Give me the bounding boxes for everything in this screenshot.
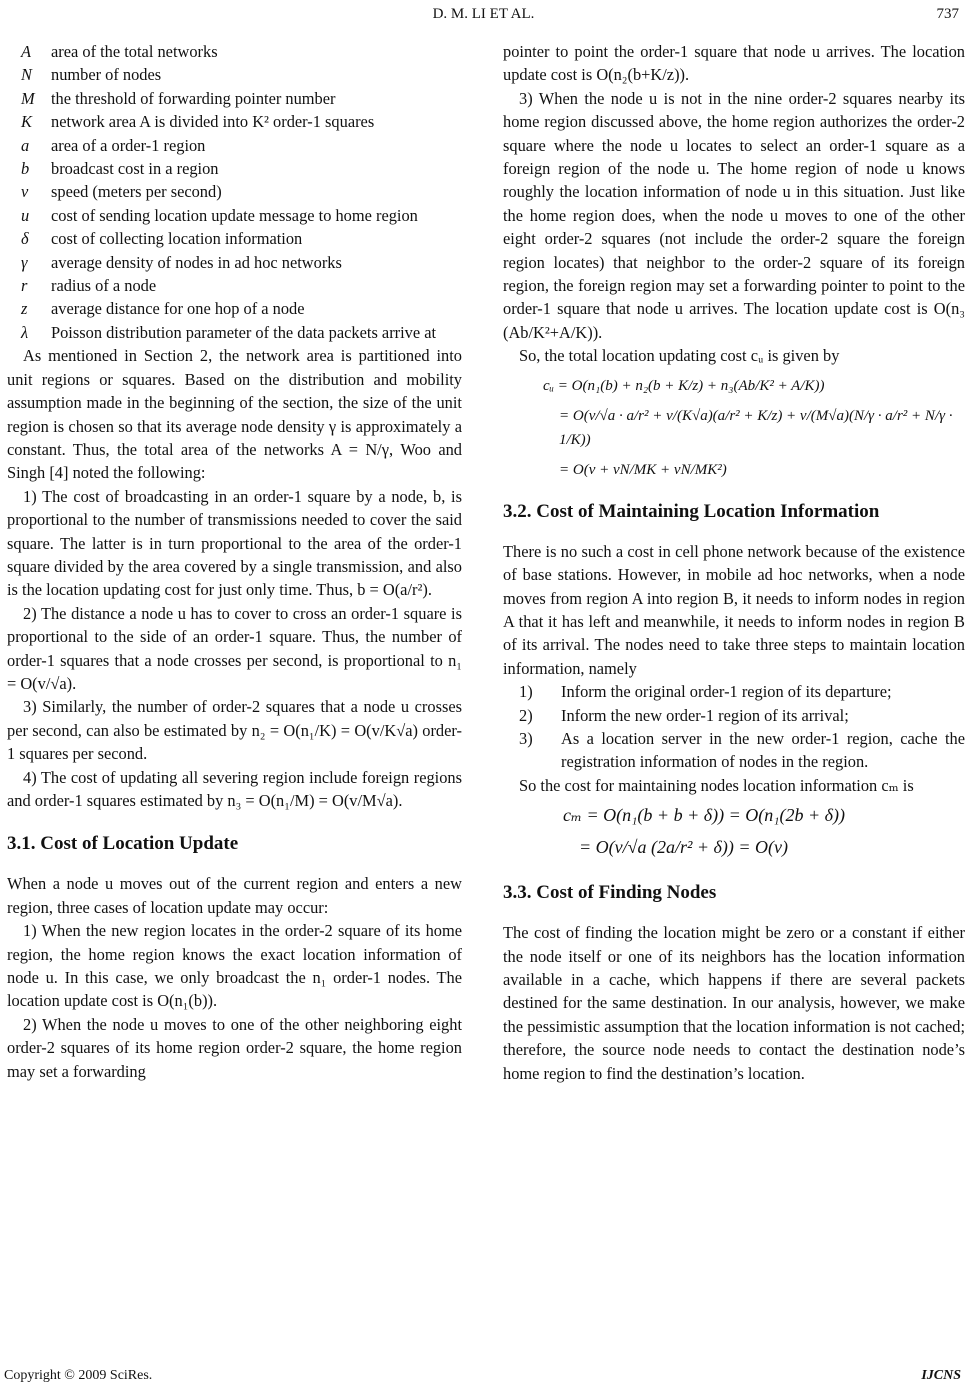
section-heading-3-1: 3.1. Cost of Location Update [7,833,239,855]
list-item [503,680,965,703]
nomenclature-symbol: r [21,276,28,296]
nomenclature-row [7,321,462,344]
total-cost-intro: So, the total location updating cost cᵤ is given by [519,346,840,366]
nomenclature-symbol: M [21,88,35,108]
paragraph-intro: As mentioned in Section 2, the network area is partitioned into unit regions or squares. Based on the distribution and mobility assumption made in the beginning of the section, the size of the unit region is chosen so that its average node density γ is approximately a constant. Thus, the total area of the networks A = N/γ, Woo and Singh [4] noted the following: [7,346,462,483]
nomenclature-symbol: γ [21,252,28,272]
list-item: 4) The cost of updating all severing region include foreign regions and order-1 squares estimated by n₃ = O(n₁/M) = O(v/M√a). [7,767,462,810]
nomenclature-row [7,180,462,203]
nomenclature-description: broadcast cost in a region [51,159,219,179]
nomenclature-row [7,63,462,86]
list-number: 1) [519,682,533,702]
nomenclature-symbol: z [21,299,28,319]
journal-name: IJCNS [921,1368,961,1383]
page-number: 737 [936,6,959,22]
nomenclature-symbol: u [21,205,30,225]
list-item [503,704,965,727]
nomenclature-list [7,40,462,344]
paragraph-3-1: When a node u moves out of the current region and enters a new region, three cases of location update may occur: [7,874,462,917]
nomenclature-symbol: v [21,182,29,202]
paragraph-continued: pointer to point the order-1 square that node u arrives. The location update cost is O(n₂(b+K/z)). [503,42,965,85]
list-number: 2) [519,705,533,725]
paragraph-3-2: There is no such a cost in cell phone network because of the existence of base stations. However, in mobile ad hoc networks, when a node moves from region A into region B, it needs to inform nodes in region A that it has left and meanwhile, it needs to inform nodes in region B of its arrival. The nodes need to take three steps to maintain location information, namely [503,541,965,678]
nomenclature-description: radius of a node [51,276,157,296]
nomenclature-description: Poisson distribution parameter of the data packets arrive at [51,322,437,342]
nomenclature-symbol: δ [21,229,29,249]
nomenclature-row [7,227,462,250]
case-item: 2) When the node u moves to one of the other neighboring eight order-2 squares of its home region order-2 square, the home region may set a forwarding [7,1014,462,1081]
nomenclature-description: average distance for one hop of a node [51,299,305,319]
nomenclature-description: speed (meters per second) [51,182,222,202]
nomenclature-symbol: K [21,112,32,132]
nomenclature-row [7,297,462,320]
nomenclature-row [7,251,462,274]
nomenclature-description: area of the total networks [51,42,218,61]
cm-intro: So the cost for maintaining nodes location information cₘ is [519,775,914,795]
list-item: 2) The distance a node u has to cover to cross an order-1 square is proportional to the side of an order-1 square. Thus, the number of order-1 squares that a node crosses per second, is proportional to n₁ = O(v/√a). [7,603,462,693]
list-text: Inform the new order-1 region of its arrival; [561,705,849,725]
list-item: 3) Similarly, the number of order-2 squares that a node u crosses per second, can also be estimated by n₂ = O(n₁/K) = O(v/K√a) order-1 squares per second. [7,697,462,764]
list-number: 3) [519,728,533,748]
right-column [503,40,965,1085]
nomenclature-symbol: λ [21,322,29,342]
nomenclature-symbol: a [21,135,30,155]
nomenclature-symbol: b [21,159,30,179]
running-title: D. M. LI ET AL. [432,6,535,22]
nomenclature-description: average density of nodes in ad hoc networks [51,252,342,272]
nomenclature-description: cost of collecting location information [51,229,303,249]
nomenclature-row [7,274,462,297]
steps-list [503,680,965,774]
nomenclature-description: cost of sending location update message to home region [51,205,418,225]
list-item [503,727,965,774]
nomenclature-description: network area A is divided into K² order-1 squares [51,112,375,132]
equation-cm-line2: = O(v/√a (2a/r² + δ)) = O(v) [579,837,789,858]
nomenclature-row [7,134,462,157]
nomenclature-row [7,40,462,63]
equation-cu-line3: = O(v + vN/MK + vN/MK²) [559,461,727,478]
nomenclature-row [7,110,462,133]
equation-cm-line1: cₘ = O(n₁(b + b + δ)) = O(n₁(2b + δ)) [563,805,845,826]
case-item: 3) When the node u is not in the nine order-2 squares nearby its home region discussed above, the home region authorizes the order-2 square where the node u locates to select an order-1 square as a foreign region of the node u. The home region of node u knows roughly the location information of node u in this situation. Just like the home region does, when the node u moves to one of the other eight order-2 squares (not include the order-2 square the foreign region locates) that neighbor to the order-2 square of its foreign region, the foreign region may set a forwarding pointer to point to the order-1 square that node u arrives. The location update cost is O(n₃ (Ab/K²+A/K)). [503,88,965,342]
page-header [0,2,967,26]
nomenclature-row [7,87,462,110]
copyright-text: Copyright © 2009 SciRes. [4,1368,153,1383]
nomenclature-row [7,157,462,180]
nomenclature-description: the threshold of forwarding pointer number [51,88,336,108]
left-column [7,40,462,1083]
nomenclature-symbol: N [21,65,32,85]
section-heading-3-3: 3.3. Cost of Finding Nodes [503,882,717,904]
paragraph-3-3: The cost of finding the location might be zero or a constant if either the node itself or one of its neighbors has the location information available in a cache, which happens if there are several packets destined for the same destination. In our analysis, however, we make the pessimistic assumption that the location information is not cached; therefore, the source node needs to contact the destination node’s home region to find the destination’s location. [503,923,965,1083]
nomenclature-row [7,204,462,227]
equation-cu-line1: cᵤ = O(n₁(b) + n₂(b + K/z) + n₃(Ab/K² + A/K)) [543,377,825,394]
list-text: As a location server in the new order-1 region, cache the registration information of nodes in the region. [561,728,965,772]
list-text: Inform the original order-1 region of its departure; [561,682,892,702]
nomenclature-description: area of a order-1 region [51,135,206,155]
nomenclature-description: number of nodes [51,65,162,85]
section-heading-3-2: 3.2. Cost of Maintaining Location Information [503,500,880,522]
list-item: 1) The cost of broadcasting in an order-1 square by a node, b, is proportional to the number of transmissions needed to cover the said square. The latter is in turn proportional to the area of the order-1 square divided by the area covered by a single transmission, and also is the location updating cost for just only time. Thus, b = O(a/r²). [7,486,462,600]
nomenclature-symbol: A [21,42,32,61]
equation-cu-line2: = O(v/√a · a/r² + v/(K√a)(a/r² + K/z) + v/(M√a)(N/γ · a/r² + N/γ · 1/K)) [559,407,953,448]
case-item: 1) When the new region locates in the order-2 square of its home region, the home region knows the exact location information of node u. In this case, we only broadcast the n₁ order-1 nodes. The location update cost is O(n₁(b)). [7,921,462,1011]
